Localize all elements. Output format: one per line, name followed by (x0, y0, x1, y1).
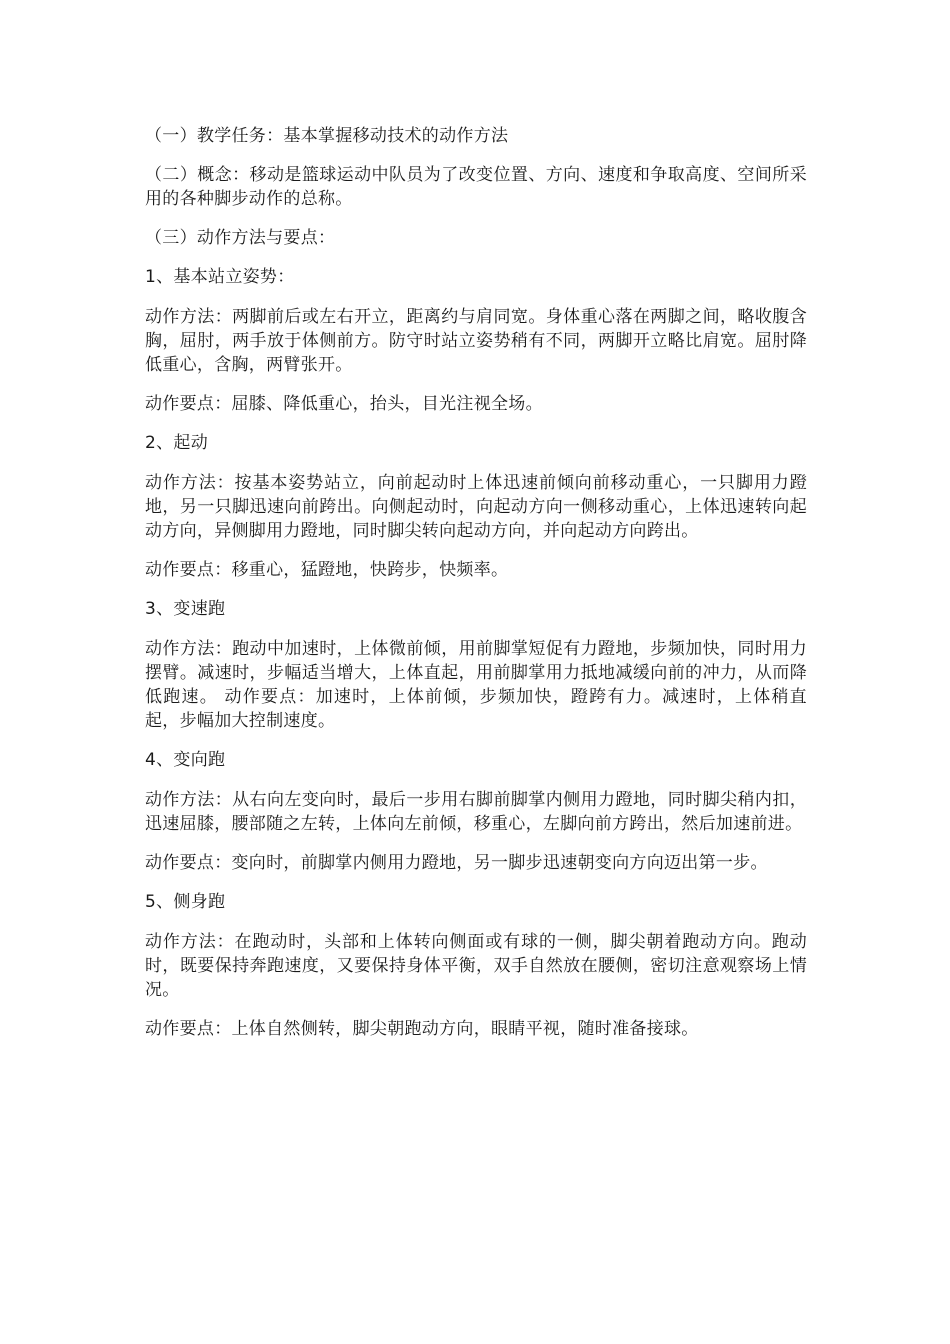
concept-paragraph: （二）概念：移动是篮球运动中队员为了改变位置、方向、速度和争取高度、空间所采用的各种脚步动作的总称。 (145, 165, 807, 209)
section-1-heading: 1、基本站立姿势： (145, 267, 295, 287)
section-1-key-points: 动作要点：屈膝、降低重心，抬头，目光注视全场。 (145, 394, 543, 414)
section-4-heading: 4、变向跑 (145, 750, 226, 770)
section-2-method: 动作方法：按基本姿势站立，向前起动时上体迅速前倾向前移动重心，一只脚用力蹬地，另一只脚迅速向前跨出。向侧起动时，向起动方向一侧移动重心，上体迅速转向起动方向，异侧脚用力蹬地，同时脚尖转向起动方向，并向起动方向跨出。 (145, 473, 807, 541)
section-5-key-points: 动作要点：上体自然侧转，脚尖朝跑动方向，眼睛平视，随时准备接球。 (145, 1019, 699, 1039)
section-4-method: 动作方法：从右向左变向时，最后一步用右脚前脚掌内侧用力蹬地，同时脚尖稍内扣，迅速屈膝，腰部随之左转，上体向左前倾，移重心，左脚向前方跨出，然后加速前进。 (145, 790, 807, 834)
document-body (145, 124, 807, 1056)
task-paragraph: （一）教学任务：基本掌握移动技术的动作方法 (145, 126, 509, 146)
section-5-method: 动作方法：在跑动时，头部和上体转向侧面或有球的一侧，脚尖朝着跑动方向。跑动时，既要保持奔跑速度，又要保持身体平衡，双手自然放在腰侧，密切注意观察场上情况。 (145, 932, 807, 1000)
section-2-heading: 2、起动 (145, 433, 209, 453)
section-5-heading: 5、侧身跑 (145, 892, 226, 912)
section-3-method: 动作方法：跑动中加速时，上体微前倾，用前脚掌短促有力蹬地，步频加快，同时用力摆臂。减速时，步幅适当增大，上体直起，用前脚掌用力抵地减缓向前的冲力，从而降低跑速。 动作要点：加速时，上体前倾，步频加快，蹬跨有力。减速时，上体稍直起，步幅加大控制速度。 (145, 639, 807, 731)
section-4-key-points: 动作要点：变向时，前脚掌内侧用力蹬地，另一脚步迅速朝变向方向迈出第一步。 (145, 853, 768, 873)
section-3-heading: 3、变速跑 (145, 599, 226, 619)
section-1-method: 动作方法：两脚前后或左右开立，距离约与肩同宽。身体重心落在两脚之间，略收腹含胸，屈肘，两手放于体侧前方。防守时站立姿势稍有不同，两脚开立略比肩宽。屈肘降低重心，含胸，两臂张开。 (145, 307, 807, 375)
methods-heading: （三）动作方法与要点： (145, 228, 336, 248)
section-2-key-points: 动作要点：移重心，猛蹬地，快跨步，快频率。 (145, 560, 509, 580)
